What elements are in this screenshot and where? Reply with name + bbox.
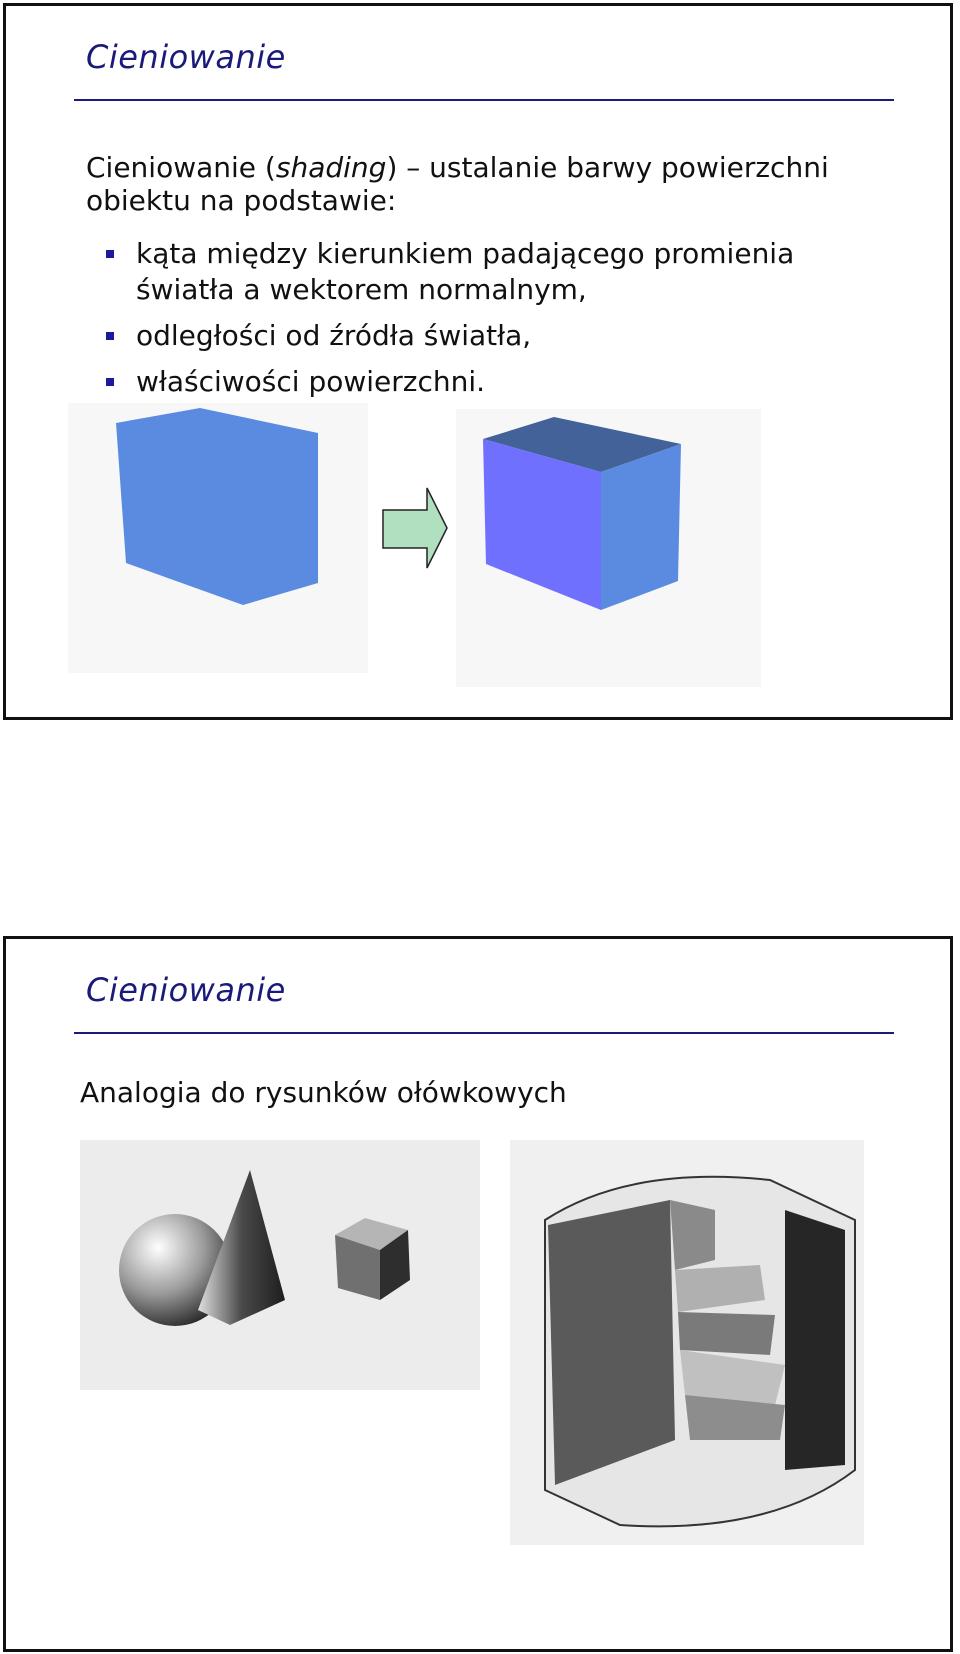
slide-shading-definition [3, 3, 953, 720]
flat-cube-image [68, 403, 368, 673]
pencil-stairs-image [510, 1140, 864, 1545]
list-item-text: właściwości powierzchni. [136, 365, 486, 398]
slide-title: Cieniowanie [86, 38, 286, 76]
intro-text-after: ) – ustalanie barwy powierzchni obiektu na podstawie: [86, 151, 829, 217]
shaded-cube-icon [456, 409, 761, 687]
right-arrow-icon [381, 486, 451, 576]
pencil-sketch-icon [80, 1140, 480, 1390]
analogy-text: Analogia do rysunków ołówkowych [80, 1076, 567, 1109]
list-item [106, 364, 866, 400]
flat-cube-icon [68, 403, 368, 673]
title-divider [74, 1032, 894, 1034]
list-item-text: kąta między kierunkiem padającego promienia światła a wektorem normalnym, [136, 237, 795, 306]
square-bullet-icon [106, 378, 114, 386]
square-bullet-icon [106, 250, 114, 258]
list-item [106, 318, 866, 354]
list-item-text: odległości od źródła światła, [136, 319, 532, 352]
intro-term: shading [275, 151, 387, 184]
arrow-image [381, 486, 451, 576]
pencil-shapes-image [80, 1140, 480, 1390]
list-item [106, 236, 866, 308]
square-bullet-icon [106, 332, 114, 340]
intro-paragraph [86, 151, 906, 217]
shaded-cube-image [456, 409, 761, 687]
slide-title: Cieniowanie [86, 971, 286, 1009]
factor-list [106, 236, 866, 410]
intro-text-before: Cieniowanie ( [86, 151, 276, 184]
pencil-sketch-icon [510, 1140, 864, 1545]
title-divider [74, 99, 894, 101]
